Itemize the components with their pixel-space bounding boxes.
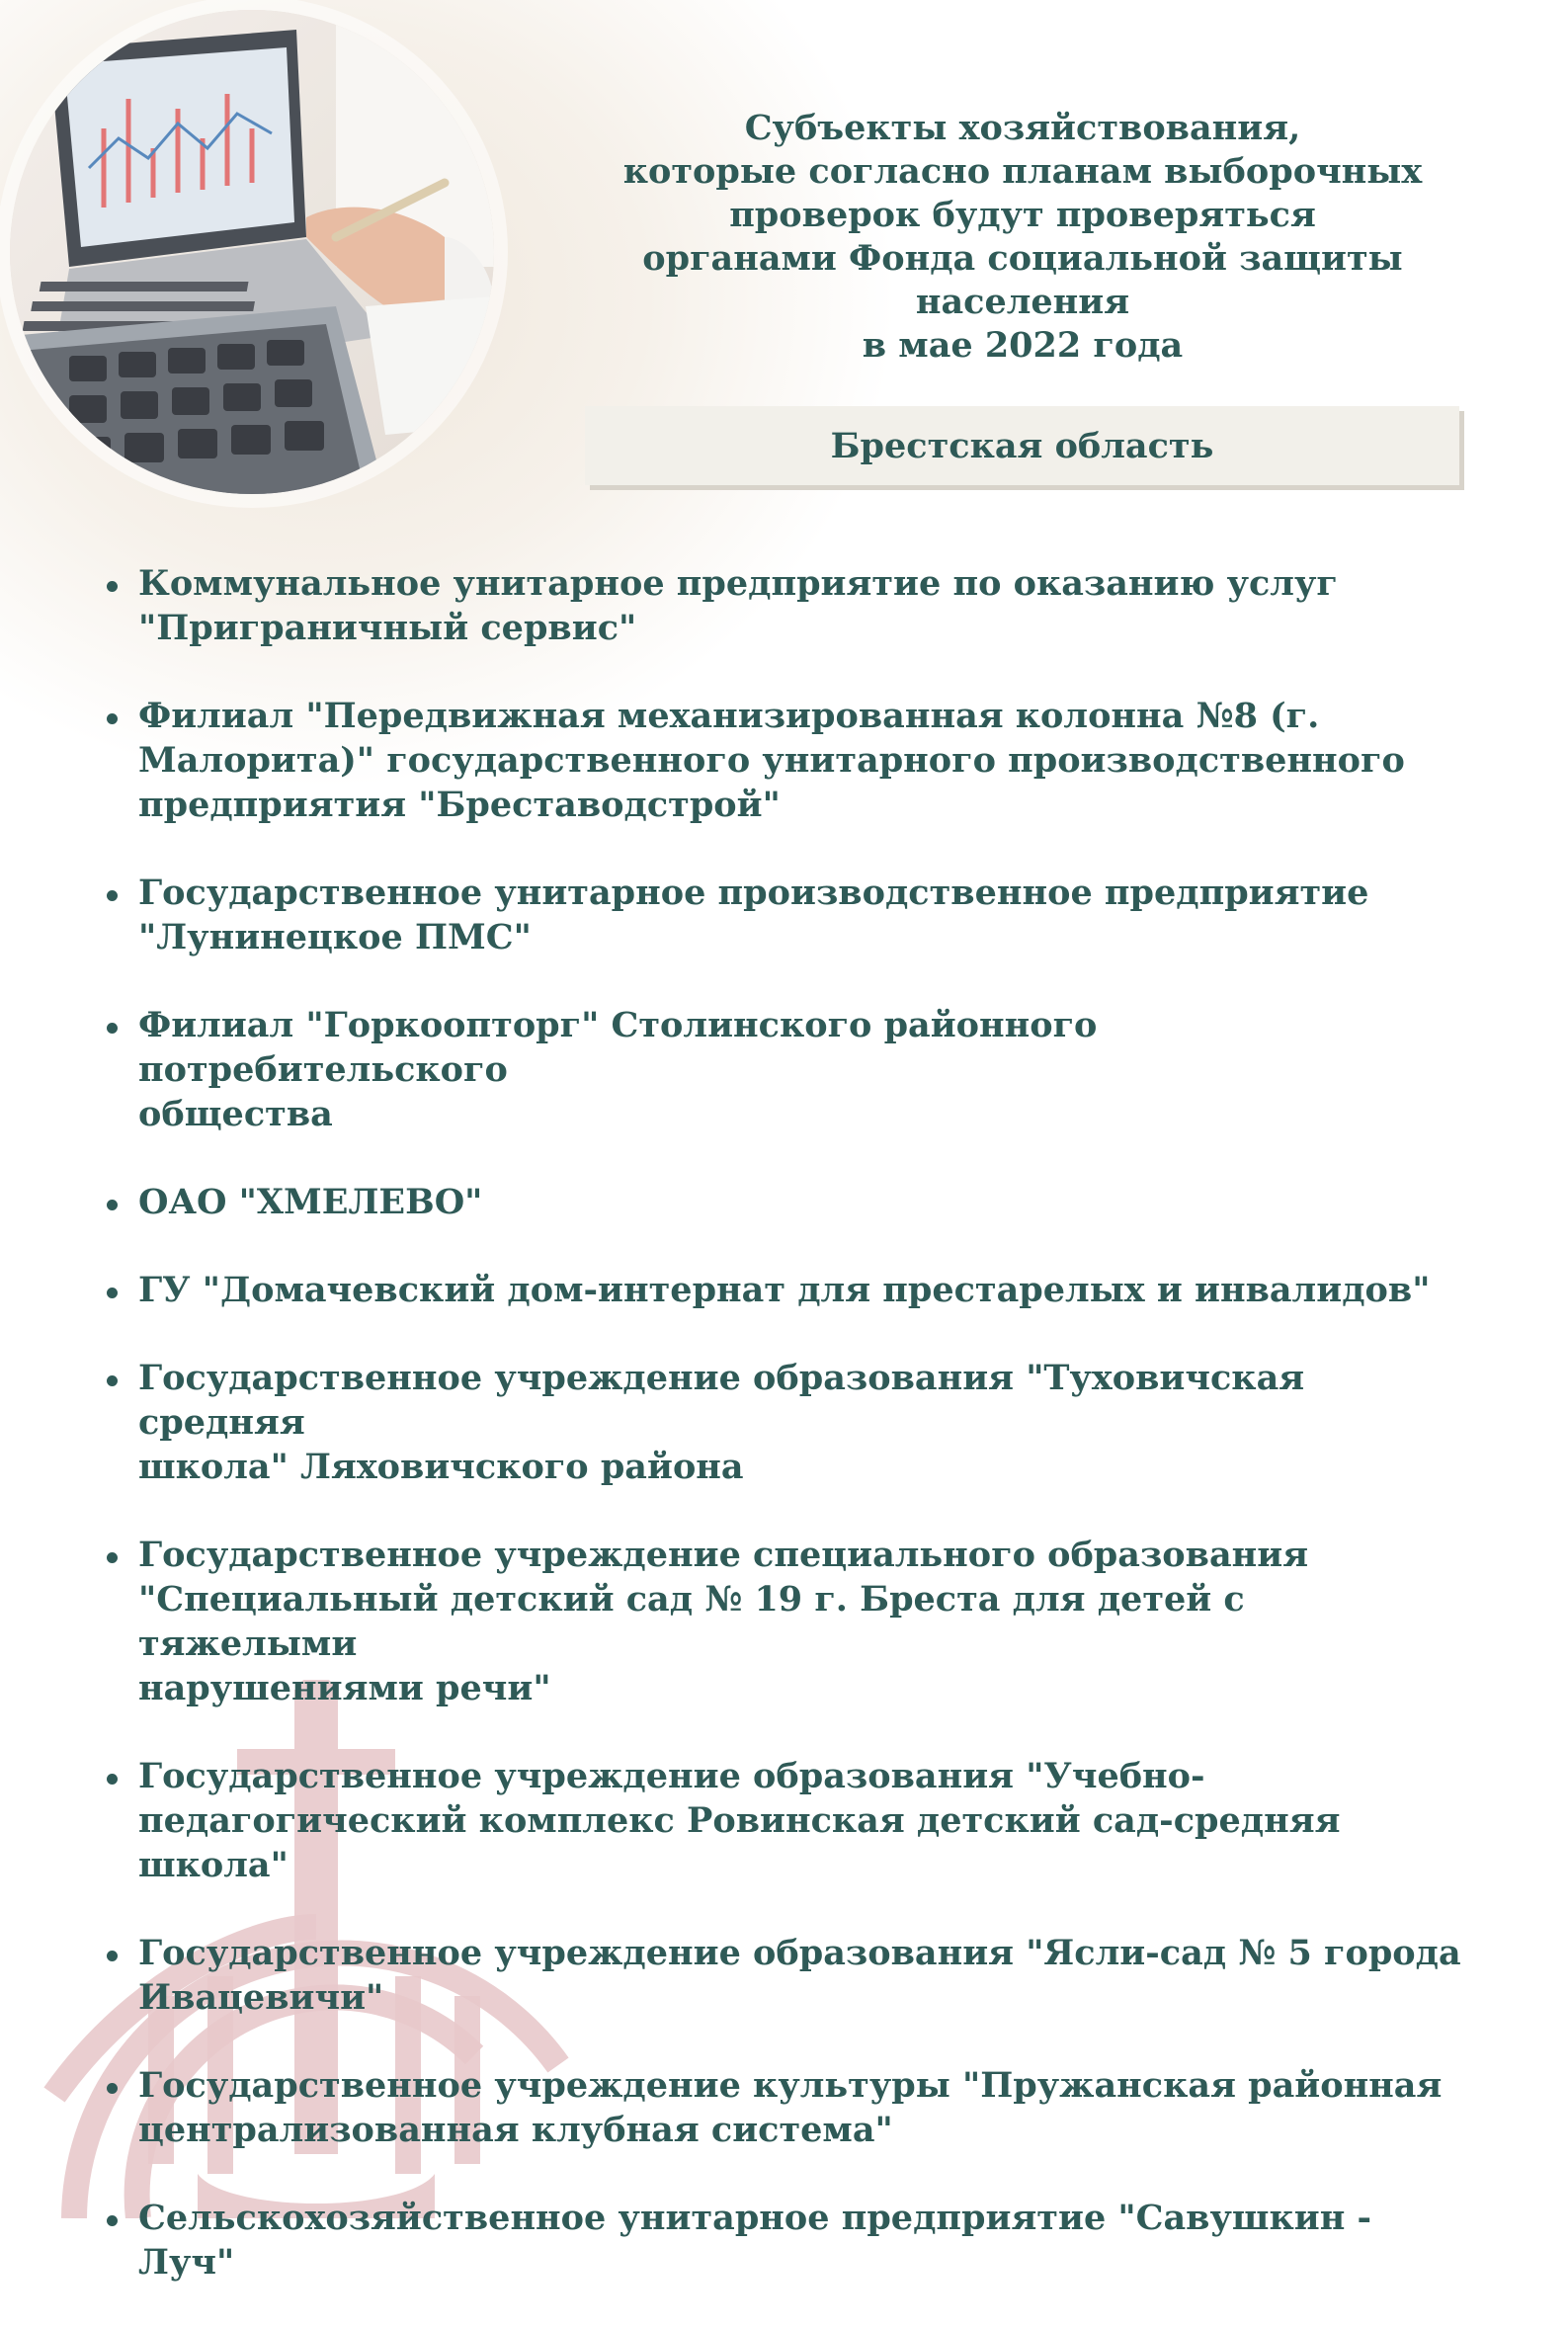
list-item xyxy=(107,561,1470,650)
list-item-line: Государственное учреждение образования "Учебно- xyxy=(138,1756,1205,1796)
list-item xyxy=(107,1003,1470,1136)
list-item xyxy=(107,1180,1470,1224)
region-banner xyxy=(585,406,1459,485)
list-item xyxy=(107,1533,1470,1710)
list-item-line: Филиал "Передвижная механизированная колонна №8 (г. xyxy=(138,696,1320,736)
title-line: которые согласно планам выборочных xyxy=(622,151,1423,192)
list-item-line: Государственное учреждение образования "Туховичская средняя xyxy=(138,1358,1305,1443)
list-item-line: "Специальный детский сад № 19 г. Бреста для детей с тяжелыми xyxy=(138,1579,1245,1664)
list-item-line: Государственное учреждение образования "Ясли-сад № 5 города xyxy=(138,1933,1461,1973)
list-item-line: предприятия "Бреставодстрой" xyxy=(138,785,781,825)
organization-list xyxy=(107,561,1470,2328)
list-item-line: нарушениями речи" xyxy=(138,1668,551,1708)
list-item-line: Коммунальное унитарное предприятие по оказанию услуг xyxy=(138,563,1338,604)
list-item xyxy=(107,1268,1470,1312)
list-item xyxy=(107,2063,1470,2152)
title-line: населения xyxy=(915,282,1130,322)
list-item-line: школа" Ляховичского района xyxy=(138,1447,744,1487)
list-item-line: централизованная клубная система" xyxy=(138,2110,893,2150)
list-item-line: Филиал "Горкоопторг" Столинского районного потребительского xyxy=(138,1005,1098,1090)
list-item xyxy=(107,1356,1470,1489)
title-line: в мае 2022 года xyxy=(862,325,1184,366)
list-item-line: ОАО "ХМЕЛЕВО" xyxy=(138,1182,483,1222)
list-item xyxy=(107,2196,1470,2285)
list-item-line: общества xyxy=(138,1094,333,1134)
list-item xyxy=(107,1931,1470,2020)
list-item-line: Малорита)" государственного унитарного производственного xyxy=(138,740,1405,781)
list-item-line: Государственное учреждение специального образования xyxy=(138,1535,1309,1575)
list-item-line: ГУ "Домачевский дом-интернат для престарелых и инвалидов" xyxy=(138,1270,1431,1310)
laptop-calculator-photo-icon xyxy=(10,10,494,494)
list-item xyxy=(107,871,1470,959)
region-label: Брестская область xyxy=(830,425,1214,466)
header-photo xyxy=(10,10,494,494)
title-line: органами Фонда социальной защиты xyxy=(642,238,1403,279)
title-line: проверок будут проверяться xyxy=(729,195,1316,235)
list-item-line: Государственное унитарное производственное предприятие xyxy=(138,873,1369,913)
page-title xyxy=(593,107,1452,368)
title-line: Субъекты хозяйствования, xyxy=(744,108,1301,148)
list-item-line: Сельскохозяйственное унитарное предприятие "Савушкин - Луч" xyxy=(138,2198,1372,2283)
list-item-line: "Лунинецкое ПМС" xyxy=(138,917,532,957)
list-item xyxy=(107,694,1470,827)
list-item-line: Ивацевичи" xyxy=(138,1977,384,2018)
list-item-line: "Приграничный сервис" xyxy=(138,608,637,648)
list-item-line: Государственное учреждение культуры "Пружанская районная xyxy=(138,2065,1443,2106)
list-item-line: педагогический комплекс Ровинская детский сад-средняя школа" xyxy=(138,1800,1341,1885)
list-item xyxy=(107,1754,1470,1887)
